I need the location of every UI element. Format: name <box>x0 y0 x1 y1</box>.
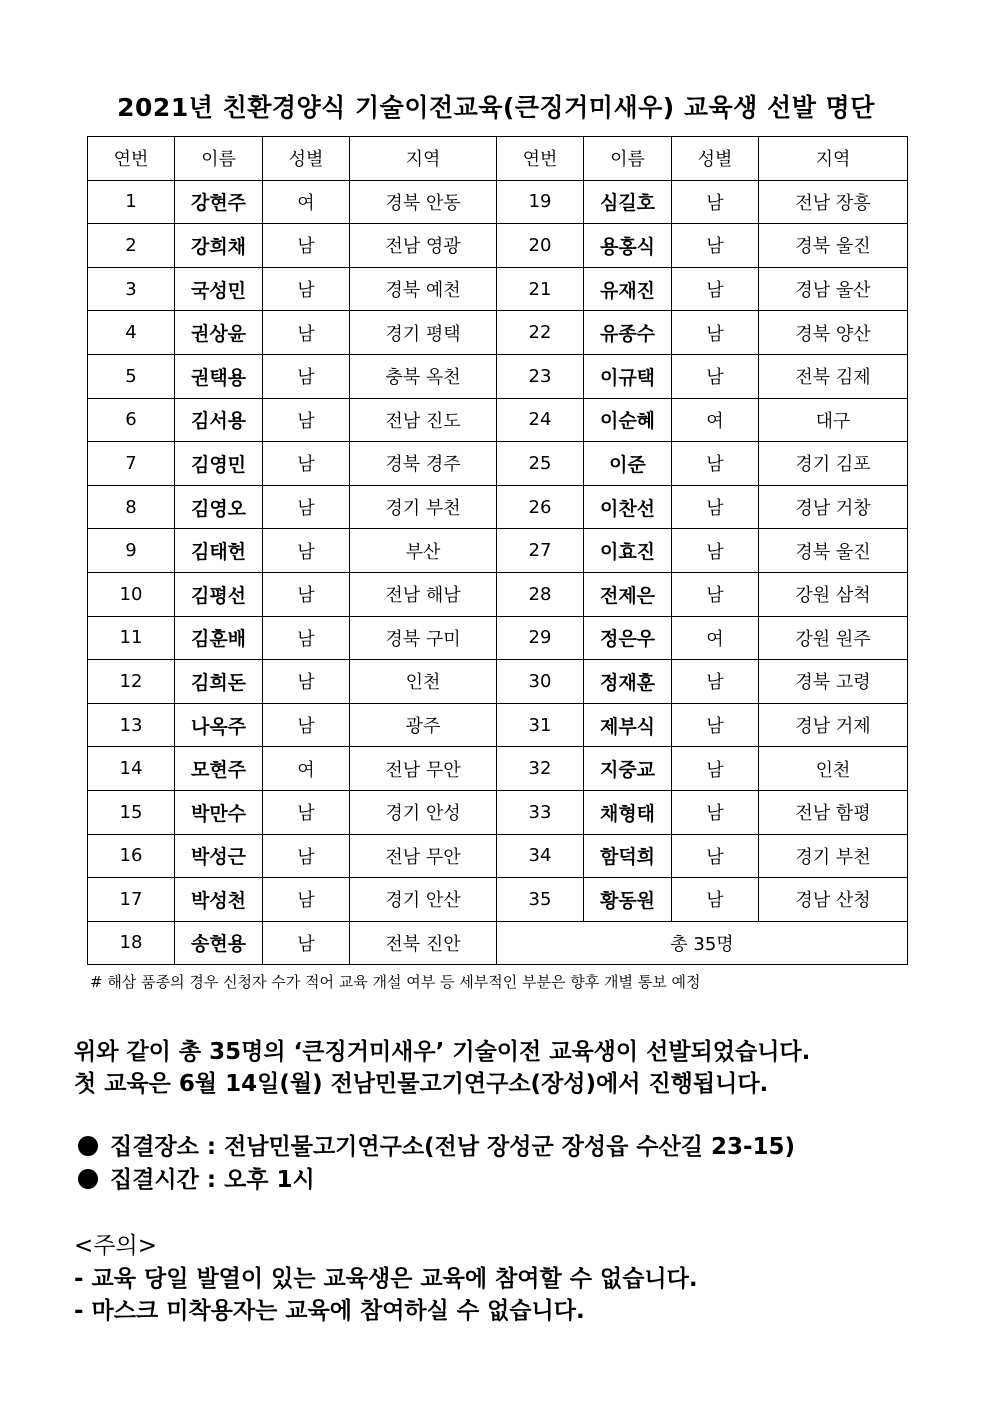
cell-region: 전북 진안 <box>350 921 497 965</box>
cell-name: 유재진 <box>584 267 672 311</box>
cell-name: 이준 <box>584 442 672 486</box>
cell-name: 김영오 <box>175 485 263 529</box>
cell-number: 30 <box>497 660 584 704</box>
table-row <box>88 180 908 224</box>
table-row <box>88 921 908 965</box>
document-title: 2021년 친환경양식 기술이전교육(큰징거미새우) 교육생 선발 명단 <box>117 93 875 122</box>
cell-gender: 남 <box>263 354 350 398</box>
trainee-table <box>87 136 908 965</box>
cell-gender: 남 <box>672 224 759 268</box>
cell-number: 3 <box>88 267 175 311</box>
cell-region: 전남 영광 <box>350 224 497 268</box>
cell-region: 광주 <box>350 703 497 747</box>
cell-name: 나옥주 <box>175 703 263 747</box>
cell-gender: 남 <box>263 398 350 442</box>
cell-region: 전남 진도 <box>350 398 497 442</box>
cell-number: 10 <box>88 572 175 616</box>
cell-number: 11 <box>88 616 175 660</box>
cell-gender: 남 <box>672 878 759 922</box>
cell-number: 22 <box>497 311 584 355</box>
table-row <box>88 224 908 268</box>
cell-name: 김희돈 <box>175 660 263 704</box>
cell-name: 이효진 <box>584 529 672 573</box>
cell-region: 전남 장흥 <box>759 180 908 224</box>
table-row <box>88 442 908 486</box>
table-row <box>88 616 908 660</box>
cell-gender: 남 <box>672 354 759 398</box>
cell-region: 전북 김제 <box>759 354 908 398</box>
cell-number: 17 <box>88 878 175 922</box>
cell-name: 김영민 <box>175 442 263 486</box>
table-row <box>88 354 908 398</box>
cell-number: 2 <box>88 224 175 268</box>
cell-region: 강원 삼척 <box>759 572 908 616</box>
cell-number: 18 <box>88 921 175 965</box>
cell-name: 전제은 <box>584 572 672 616</box>
header-number: 연번 <box>497 137 584 181</box>
cell-gender: 남 <box>263 442 350 486</box>
caution-heading: <주의> <box>74 1233 157 1259</box>
cell-number: 28 <box>497 572 584 616</box>
cell-region: 경남 거제 <box>759 703 908 747</box>
cell-number: 27 <box>497 529 584 573</box>
header-gender: 성별 <box>263 137 350 181</box>
cell-region: 충북 옥천 <box>350 354 497 398</box>
header-gender: 성별 <box>672 137 759 181</box>
cell-region: 경북 양산 <box>759 311 908 355</box>
cell-number: 14 <box>88 747 175 791</box>
caution-item-2: - 마스크 미착용자는 교육에 참여하실 수 없습니다. <box>74 1298 585 1324</box>
cell-name: 제부식 <box>584 703 672 747</box>
meeting-time-text: 집결시간 : 오후 1시 <box>110 1167 315 1193</box>
caution-item-1: - 교육 당일 발열이 있는 교육생은 교육에 참여할 수 없습니다. <box>74 1266 698 1292</box>
cell-name: 모현주 <box>175 747 263 791</box>
meeting-time <box>74 1161 315 1194</box>
cell-number: 34 <box>497 834 584 878</box>
cell-name: 함덕희 <box>584 834 672 878</box>
meeting-place <box>74 1128 795 1161</box>
cell-region: 경남 산청 <box>759 878 908 922</box>
cell-name: 정재훈 <box>584 660 672 704</box>
cell-region: 전남 무안 <box>350 747 497 791</box>
cell-gender: 여 <box>263 747 350 791</box>
table-row <box>88 878 908 922</box>
footnote: # 해삼 품종의 경우 신청자 수가 적어 교육 개설 여부 등 세부적인 부분은 향후 개별 통보 예정 <box>90 973 701 991</box>
cell-name: 이규택 <box>584 354 672 398</box>
cell-number: 24 <box>497 398 584 442</box>
cell-name: 김태헌 <box>175 529 263 573</box>
cell-gender: 남 <box>263 703 350 747</box>
cell-gender: 남 <box>672 572 759 616</box>
cell-region: 경기 부천 <box>350 485 497 529</box>
cell-region: 대구 <box>759 398 908 442</box>
cell-name: 강현주 <box>175 180 263 224</box>
cell-name: 김평선 <box>175 572 263 616</box>
cell-gender: 남 <box>672 660 759 704</box>
table-row <box>88 529 908 573</box>
table-row <box>88 660 908 704</box>
cell-region: 경북 안동 <box>350 180 497 224</box>
cell-name: 강희채 <box>175 224 263 268</box>
cell-region: 전남 무안 <box>350 834 497 878</box>
cell-region: 경기 부천 <box>759 834 908 878</box>
table-row <box>88 703 908 747</box>
cell-name: 이순혜 <box>584 398 672 442</box>
cell-gender: 남 <box>672 442 759 486</box>
cell-name: 박만수 <box>175 790 263 834</box>
cell-gender: 여 <box>672 398 759 442</box>
cell-gender: 남 <box>263 660 350 704</box>
cell-gender: 남 <box>672 267 759 311</box>
cell-region: 경남 거창 <box>759 485 908 529</box>
cell-number: 29 <box>497 616 584 660</box>
cell-number: 9 <box>88 529 175 573</box>
table-body <box>88 180 908 921</box>
cell-region: 경기 김포 <box>759 442 908 486</box>
cell-number: 32 <box>497 747 584 791</box>
notice-line-2: 첫 교육은 6월 14일(월) 전남민물고기연구소(장성)에서 진행됩니다. <box>74 1071 769 1097</box>
cell-name: 유종수 <box>584 311 672 355</box>
cell-number: 31 <box>497 703 584 747</box>
cell-name: 국성민 <box>175 267 263 311</box>
cell-name: 김훈배 <box>175 616 263 660</box>
header-name: 이름 <box>175 137 263 181</box>
cell-gender: 남 <box>263 311 350 355</box>
cell-region: 강원 원주 <box>759 616 908 660</box>
cell-name: 권택용 <box>175 354 263 398</box>
cell-gender: 남 <box>672 834 759 878</box>
cell-name: 심길호 <box>584 180 672 224</box>
meeting-place-text: 집결장소 : 전남민물고기연구소(전남 장성군 장성읍 수산길 23-15) <box>110 1134 796 1160</box>
notice-line-1: 위와 같이 총 35명의 ‘큰징거미새우’ 기술이전 교육생이 선발되었습니다. <box>74 1039 811 1065</box>
cell-number: 4 <box>88 311 175 355</box>
table-row <box>88 834 908 878</box>
cell-gender: 남 <box>263 572 350 616</box>
cell-number: 33 <box>497 790 584 834</box>
cell-name: 송현용 <box>175 921 263 965</box>
cell-number: 13 <box>88 703 175 747</box>
cell-name: 박성근 <box>175 834 263 878</box>
cell-number: 23 <box>497 354 584 398</box>
cell-region: 경기 안성 <box>350 790 497 834</box>
cell-region: 전남 함평 <box>759 790 908 834</box>
bullet-icon <box>78 1169 98 1189</box>
total-count: 총 35명 <box>497 921 908 965</box>
cell-gender: 남 <box>672 311 759 355</box>
cell-name: 정은우 <box>584 616 672 660</box>
cell-name: 지중교 <box>584 747 672 791</box>
cell-region: 경기 평택 <box>350 311 497 355</box>
cell-gender: 남 <box>672 790 759 834</box>
cell-gender: 남 <box>263 921 350 965</box>
cell-number: 35 <box>497 878 584 922</box>
table-row <box>88 311 908 355</box>
cell-gender: 남 <box>672 703 759 747</box>
bullet-icon <box>78 1136 98 1156</box>
cell-name: 용홍식 <box>584 224 672 268</box>
cell-region: 경북 경주 <box>350 442 497 486</box>
cell-name: 권상윤 <box>175 311 263 355</box>
cell-number: 1 <box>88 180 175 224</box>
cell-region: 경북 예천 <box>350 267 497 311</box>
table-row <box>88 485 908 529</box>
table-row <box>88 790 908 834</box>
cell-gender: 남 <box>263 616 350 660</box>
cell-gender: 여 <box>263 180 350 224</box>
header-name: 이름 <box>584 137 672 181</box>
table-row <box>88 572 908 616</box>
cell-number: 25 <box>497 442 584 486</box>
cell-name: 이찬선 <box>584 485 672 529</box>
cell-number: 26 <box>497 485 584 529</box>
cell-region: 경기 안산 <box>350 878 497 922</box>
cell-gender: 남 <box>263 529 350 573</box>
cell-gender: 남 <box>263 834 350 878</box>
cell-region: 경북 구미 <box>350 616 497 660</box>
cell-number: 7 <box>88 442 175 486</box>
cell-region: 인천 <box>759 747 908 791</box>
cell-gender: 남 <box>672 747 759 791</box>
cell-name: 채형태 <box>584 790 672 834</box>
cell-region: 부산 <box>350 529 497 573</box>
table-row <box>88 267 908 311</box>
cell-number: 6 <box>88 398 175 442</box>
cell-gender: 여 <box>672 616 759 660</box>
cell-number: 5 <box>88 354 175 398</box>
header-number: 연번 <box>88 137 175 181</box>
cell-gender: 남 <box>672 180 759 224</box>
cell-gender: 남 <box>263 267 350 311</box>
table-header-row <box>88 137 908 181</box>
header-region: 지역 <box>350 137 497 181</box>
cell-name: 황동원 <box>584 878 672 922</box>
cell-number: 19 <box>497 180 584 224</box>
cell-number: 8 <box>88 485 175 529</box>
cell-name: 박성천 <box>175 878 263 922</box>
cell-region: 인천 <box>350 660 497 704</box>
cell-gender: 남 <box>672 485 759 529</box>
cell-number: 15 <box>88 790 175 834</box>
cell-region: 전남 해남 <box>350 572 497 616</box>
cell-number: 21 <box>497 267 584 311</box>
cell-number: 16 <box>88 834 175 878</box>
cell-name: 김서용 <box>175 398 263 442</box>
table-row <box>88 398 908 442</box>
cell-region: 경북 울진 <box>759 224 908 268</box>
cell-number: 12 <box>88 660 175 704</box>
header-region: 지역 <box>759 137 908 181</box>
table-row <box>88 747 908 791</box>
cell-gender: 남 <box>263 485 350 529</box>
cell-region: 경북 울진 <box>759 529 908 573</box>
cell-gender: 남 <box>263 878 350 922</box>
cell-gender: 남 <box>672 529 759 573</box>
cell-number: 20 <box>497 224 584 268</box>
cell-gender: 남 <box>263 790 350 834</box>
cell-region: 경북 고령 <box>759 660 908 704</box>
cell-gender: 남 <box>263 224 350 268</box>
cell-region: 경남 울산 <box>759 267 908 311</box>
